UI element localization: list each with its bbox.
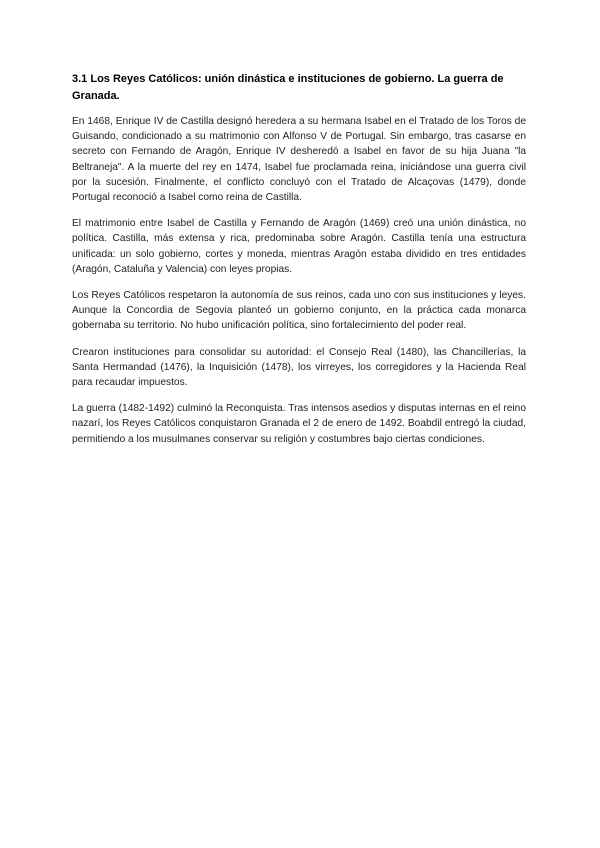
section-heading: 3.1 Los Reyes Católicos: unión dinástica e instituciones de gobierno. La guerra de Granada.	[72, 73, 504, 102]
document-body	[72, 71, 526, 458]
paragraph-autonomy: Los Reyes Católicos respetaron la autonomía de sus reinos, cada uno con sus instituciones y leyes. Aunque la Concordia de Segovia planteó un gobierno conjunto, en la práctica cada monarca gobernaba su territorio. No hubo unificación política, sino fortalecimiento del poder real.	[72, 290, 526, 332]
paragraph-granada-war: La guerra (1482-1492) culminó la Reconquista. Tras intensos asedios y disputas internas en el reino nazarí, los Reyes Católicos conquistaron Granada el 2 de enero de 1492. Boabdil entregó la ciudad, permitiendo a los musulmanes conservar su religión y costumbres bajo ciertas condiciones.	[72, 403, 526, 445]
paragraph-dynastic-union: El matrimonio entre Isabel de Castilla y Fernando de Aragón (1469) creó una unión dinástica, no política. Castilla, más extensa y rica, predominaba sobre Aragón. Castilla tenía una estructura unificada: un solo gobierno, cortes y moneda, mientras Aragón estaba dividido en tres entidades (Aragón, Cataluña y Valencia) con leyes propias.	[72, 218, 526, 275]
paragraph-succession: En 1468, Enrique IV de Castilla designó heredera a su hermana Isabel en el Tratado de los Toros de Guisando, condicionado a su matrimonio con Alfonso V de Portugal. Sin embargo, tras casarse en secreto con Fernando de Aragón, Enrique IV desheredó a Isabel en favor de su hija Juana "la Beltraneja". A la muerte del rey en 1474, Isabel fue proclamada reina, iniciándose una guerra civil por la sucesión. Finalmente, el conflicto concluyó con el Tratado de Alcaçovas (1479), donde Portugal reconoció a Isabel como reina de Castilla.	[72, 116, 526, 204]
paragraph-institutions: Crearon instituciones para consolidar su autoridad: el Consejo Real (1480), las Chancillerías, la Santa Hermandad (1476), la Inquisición (1478), los virreyes, los corregidores y la Hacienda Real para recaudar impuestos.	[72, 346, 526, 389]
